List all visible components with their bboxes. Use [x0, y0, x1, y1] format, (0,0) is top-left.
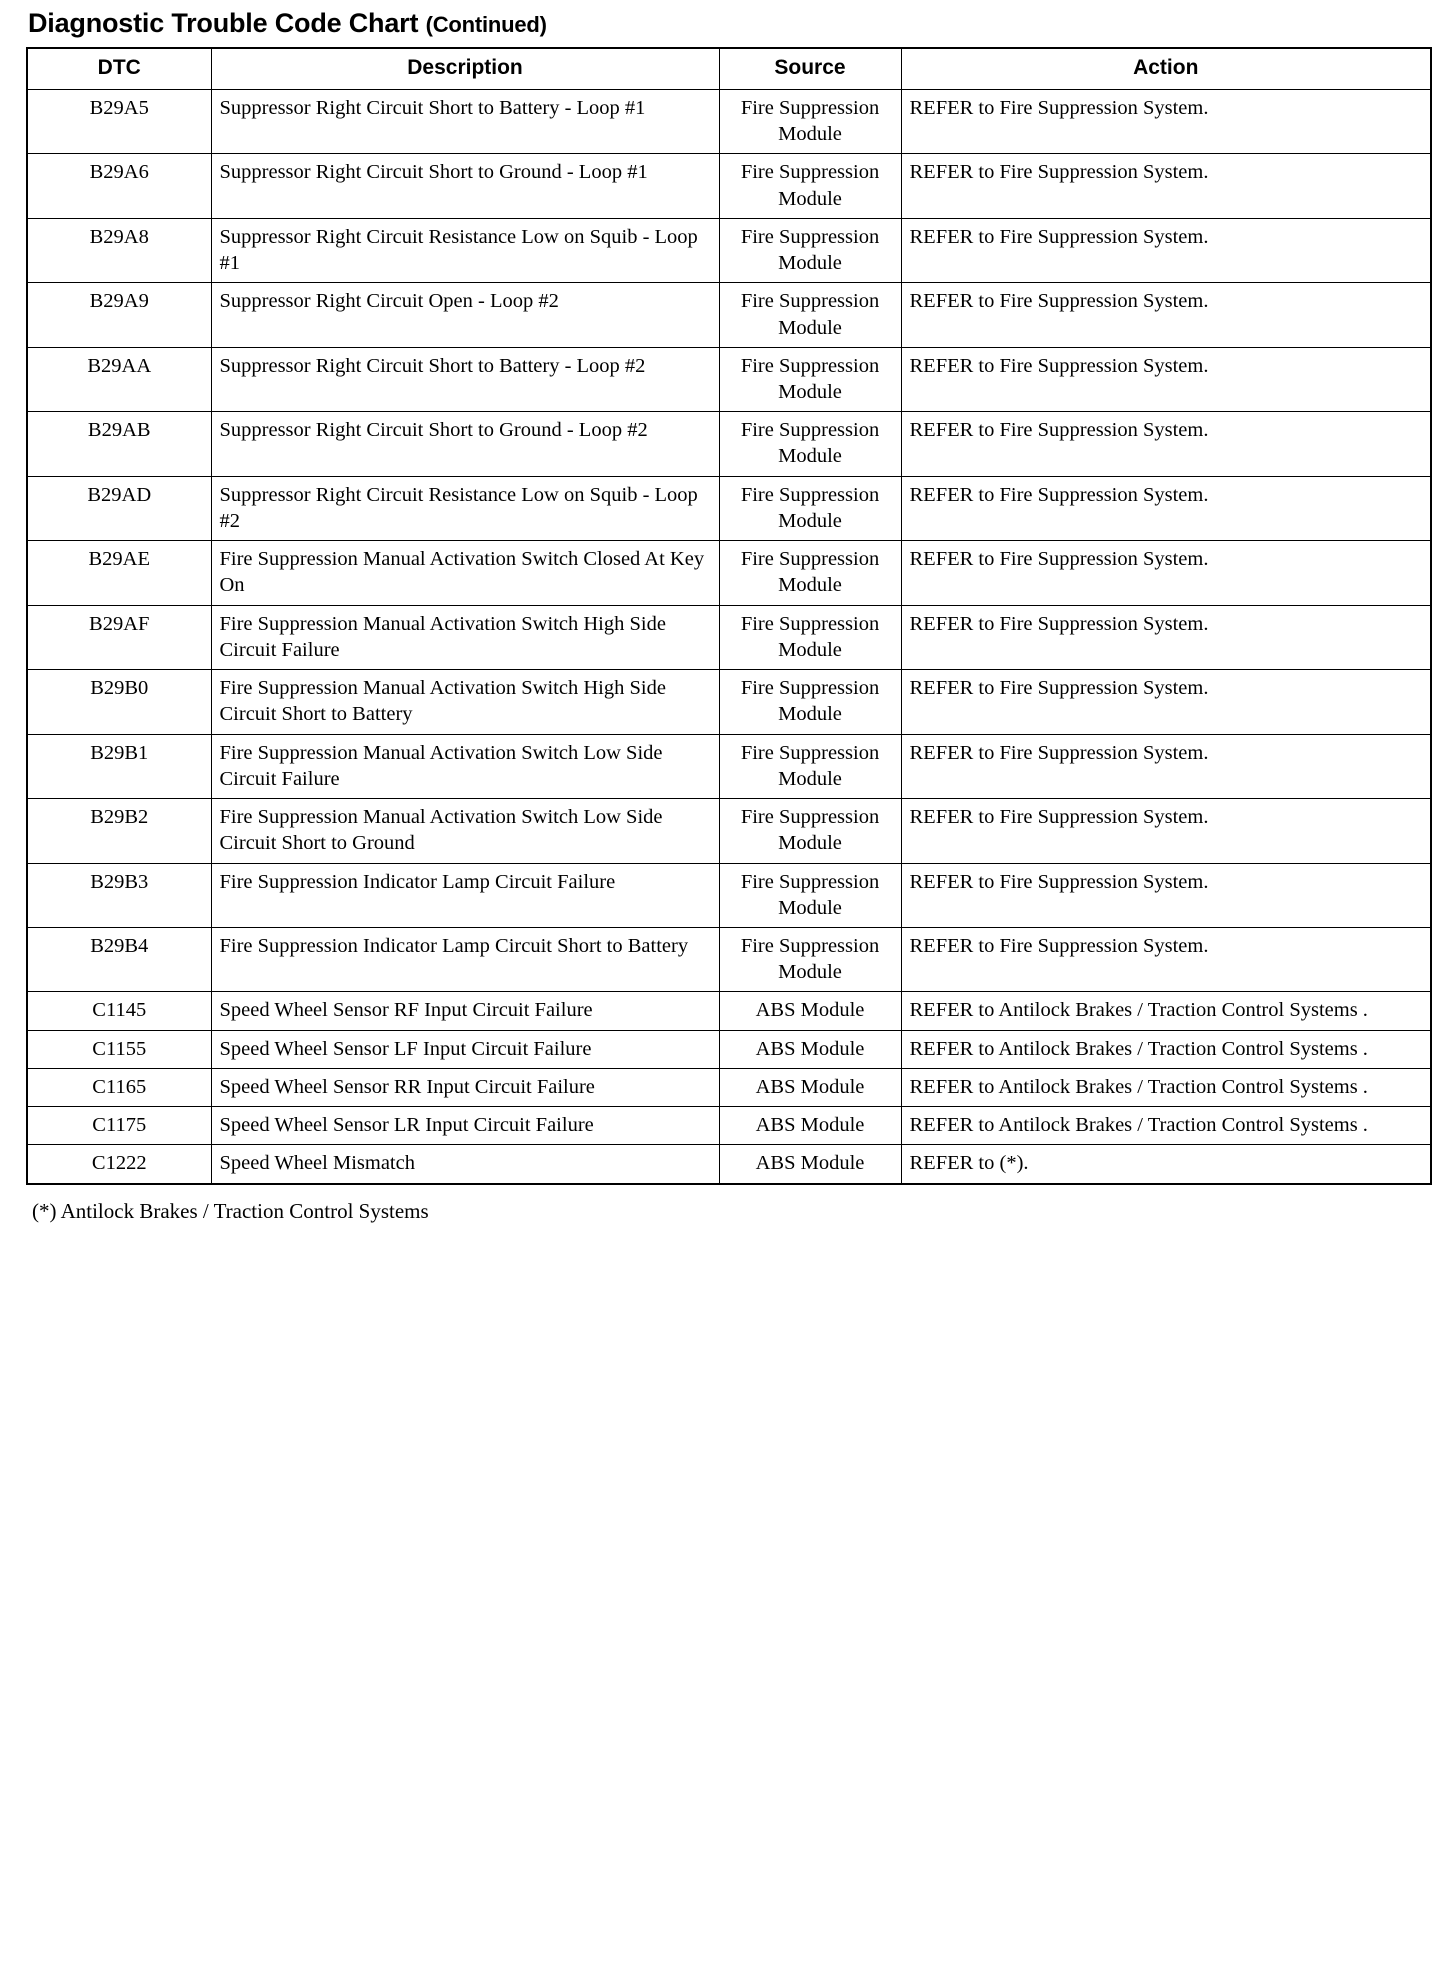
cell-dtc-code: B29B4	[27, 927, 211, 991]
cell-description: Suppressor Right Circuit Short to Battery - Loop #1	[211, 89, 719, 153]
cell-source: Fire Suppression Module	[719, 670, 901, 734]
cell-action: REFER to Antilock Brakes / Traction Control Systems .	[901, 992, 1431, 1030]
cell-source: Fire Suppression Module	[719, 154, 901, 218]
table-row	[27, 1068, 1431, 1106]
cell-dtc-code: B29AE	[27, 541, 211, 605]
cell-action: REFER to Fire Suppression System.	[901, 863, 1431, 927]
cell-dtc-code: B29B3	[27, 863, 211, 927]
cell-action: REFER to Fire Suppression System.	[901, 154, 1431, 218]
cell-dtc-code: C1155	[27, 1030, 211, 1068]
cell-source: Fire Suppression Module	[719, 89, 901, 153]
cell-action: REFER to Fire Suppression System.	[901, 218, 1431, 282]
cell-action: REFER to Fire Suppression System.	[901, 927, 1431, 991]
cell-action: REFER to Fire Suppression System.	[901, 799, 1431, 863]
cell-description: Suppressor Right Circuit Resistance Low on Squib - Loop #1	[211, 218, 719, 282]
cell-dtc-code: B29A5	[27, 89, 211, 153]
column-header-dtc: DTC	[27, 48, 211, 89]
cell-description: Fire Suppression Manual Activation Switch Low Side Circuit Short to Ground	[211, 799, 719, 863]
table-row	[27, 863, 1431, 927]
column-header-description: Description	[211, 48, 719, 89]
table-row	[27, 283, 1431, 347]
table-row	[27, 1145, 1431, 1184]
cell-action: REFER to Fire Suppression System.	[901, 412, 1431, 476]
cell-dtc-code: B29A9	[27, 283, 211, 347]
cell-source: Fire Suppression Module	[719, 283, 901, 347]
cell-description: Fire Suppression Manual Activation Switch High Side Circuit Short to Battery	[211, 670, 719, 734]
cell-description: Speed Wheel Sensor LF Input Circuit Failure	[211, 1030, 719, 1068]
table-row	[27, 476, 1431, 540]
page-title	[28, 8, 1430, 39]
cell-description: Speed Wheel Sensor RR Input Circuit Failure	[211, 1068, 719, 1106]
cell-action: REFER to Fire Suppression System.	[901, 89, 1431, 153]
cell-dtc-code: B29B2	[27, 799, 211, 863]
cell-source: ABS Module	[719, 1068, 901, 1106]
cell-action: REFER to Fire Suppression System.	[901, 347, 1431, 411]
cell-source: Fire Suppression Module	[719, 541, 901, 605]
cell-source: Fire Suppression Module	[719, 347, 901, 411]
cell-dtc-code: B29B1	[27, 734, 211, 798]
table-row	[27, 347, 1431, 411]
cell-action: REFER to Fire Suppression System.	[901, 476, 1431, 540]
footnote: (*) Antilock Brakes / Traction Control Systems	[32, 1198, 429, 1223]
cell-description: Speed Wheel Sensor LR Input Circuit Failure	[211, 1107, 719, 1145]
cell-action: REFER to Fire Suppression System.	[901, 541, 1431, 605]
table-row	[27, 927, 1431, 991]
cell-dtc-code: B29A8	[27, 218, 211, 282]
cell-description: Fire Suppression Manual Activation Switch Closed At Key On	[211, 541, 719, 605]
cell-dtc-code: C1145	[27, 992, 211, 1030]
table-row	[27, 799, 1431, 863]
cell-dtc-code: C1165	[27, 1068, 211, 1106]
table-row	[27, 218, 1431, 282]
cell-description: Fire Suppression Manual Activation Switch High Side Circuit Failure	[211, 605, 719, 669]
cell-description: Fire Suppression Manual Activation Switch Low Side Circuit Failure	[211, 734, 719, 798]
table-row	[27, 734, 1431, 798]
cell-source: Fire Suppression Module	[719, 734, 901, 798]
cell-description: Speed Wheel Mismatch	[211, 1145, 719, 1184]
cell-description: Fire Suppression Indicator Lamp Circuit Failure	[211, 863, 719, 927]
table-row	[27, 412, 1431, 476]
column-header-source: Source	[719, 48, 901, 89]
table-row	[27, 1107, 1431, 1145]
cell-dtc-code: C1222	[27, 1145, 211, 1184]
dtc-table	[26, 47, 1432, 1185]
cell-source: ABS Module	[719, 992, 901, 1030]
cell-source: Fire Suppression Module	[719, 476, 901, 540]
table-row	[27, 89, 1431, 153]
table-row	[27, 670, 1431, 734]
cell-dtc-code: B29AD	[27, 476, 211, 540]
cell-dtc-code: B29AF	[27, 605, 211, 669]
cell-description: Fire Suppression Indicator Lamp Circuit Short to Battery	[211, 927, 719, 991]
cell-source: ABS Module	[719, 1107, 901, 1145]
page-title-continued: (Continued)	[425, 12, 547, 37]
cell-source: ABS Module	[719, 1145, 901, 1184]
table-body	[27, 89, 1431, 1183]
cell-source: Fire Suppression Module	[719, 927, 901, 991]
cell-dtc-code: B29B0	[27, 670, 211, 734]
cell-description: Suppressor Right Circuit Short to Battery - Loop #2	[211, 347, 719, 411]
cell-dtc-code: B29AA	[27, 347, 211, 411]
table-row	[27, 541, 1431, 605]
cell-description: Suppressor Right Circuit Resistance Low on Squib - Loop #2	[211, 476, 719, 540]
cell-action: REFER to Fire Suppression System.	[901, 605, 1431, 669]
cell-action: REFER to Fire Suppression System.	[901, 734, 1431, 798]
table-row	[27, 1030, 1431, 1068]
cell-dtc-code: C1175	[27, 1107, 211, 1145]
table-header	[27, 48, 1431, 89]
table-header-row	[27, 48, 1431, 89]
table-row	[27, 992, 1431, 1030]
cell-description: Speed Wheel Sensor RF Input Circuit Failure	[211, 992, 719, 1030]
cell-source: Fire Suppression Module	[719, 863, 901, 927]
column-header-action: Action	[901, 48, 1431, 89]
cell-action: REFER to Antilock Brakes / Traction Control Systems .	[901, 1030, 1431, 1068]
table-row	[27, 154, 1431, 218]
table-row	[27, 605, 1431, 669]
cell-action: REFER to Antilock Brakes / Traction Control Systems .	[901, 1107, 1431, 1145]
cell-action: REFER to (*).	[901, 1145, 1431, 1184]
cell-source: ABS Module	[719, 1030, 901, 1068]
page-title-main: Diagnostic Trouble Code Chart	[28, 8, 419, 38]
cell-source: Fire Suppression Module	[719, 218, 901, 282]
cell-action: REFER to Antilock Brakes / Traction Control Systems .	[901, 1068, 1431, 1106]
cell-source: Fire Suppression Module	[719, 605, 901, 669]
cell-action: REFER to Fire Suppression System.	[901, 283, 1431, 347]
cell-description: Suppressor Right Circuit Short to Ground - Loop #2	[211, 412, 719, 476]
cell-source: Fire Suppression Module	[719, 799, 901, 863]
cell-description: Suppressor Right Circuit Short to Ground - Loop #1	[211, 154, 719, 218]
cell-dtc-code: B29A6	[27, 154, 211, 218]
cell-action: REFER to Fire Suppression System.	[901, 670, 1431, 734]
cell-source: Fire Suppression Module	[719, 412, 901, 476]
cell-dtc-code: B29AB	[27, 412, 211, 476]
cell-description: Suppressor Right Circuit Open - Loop #2	[211, 283, 719, 347]
